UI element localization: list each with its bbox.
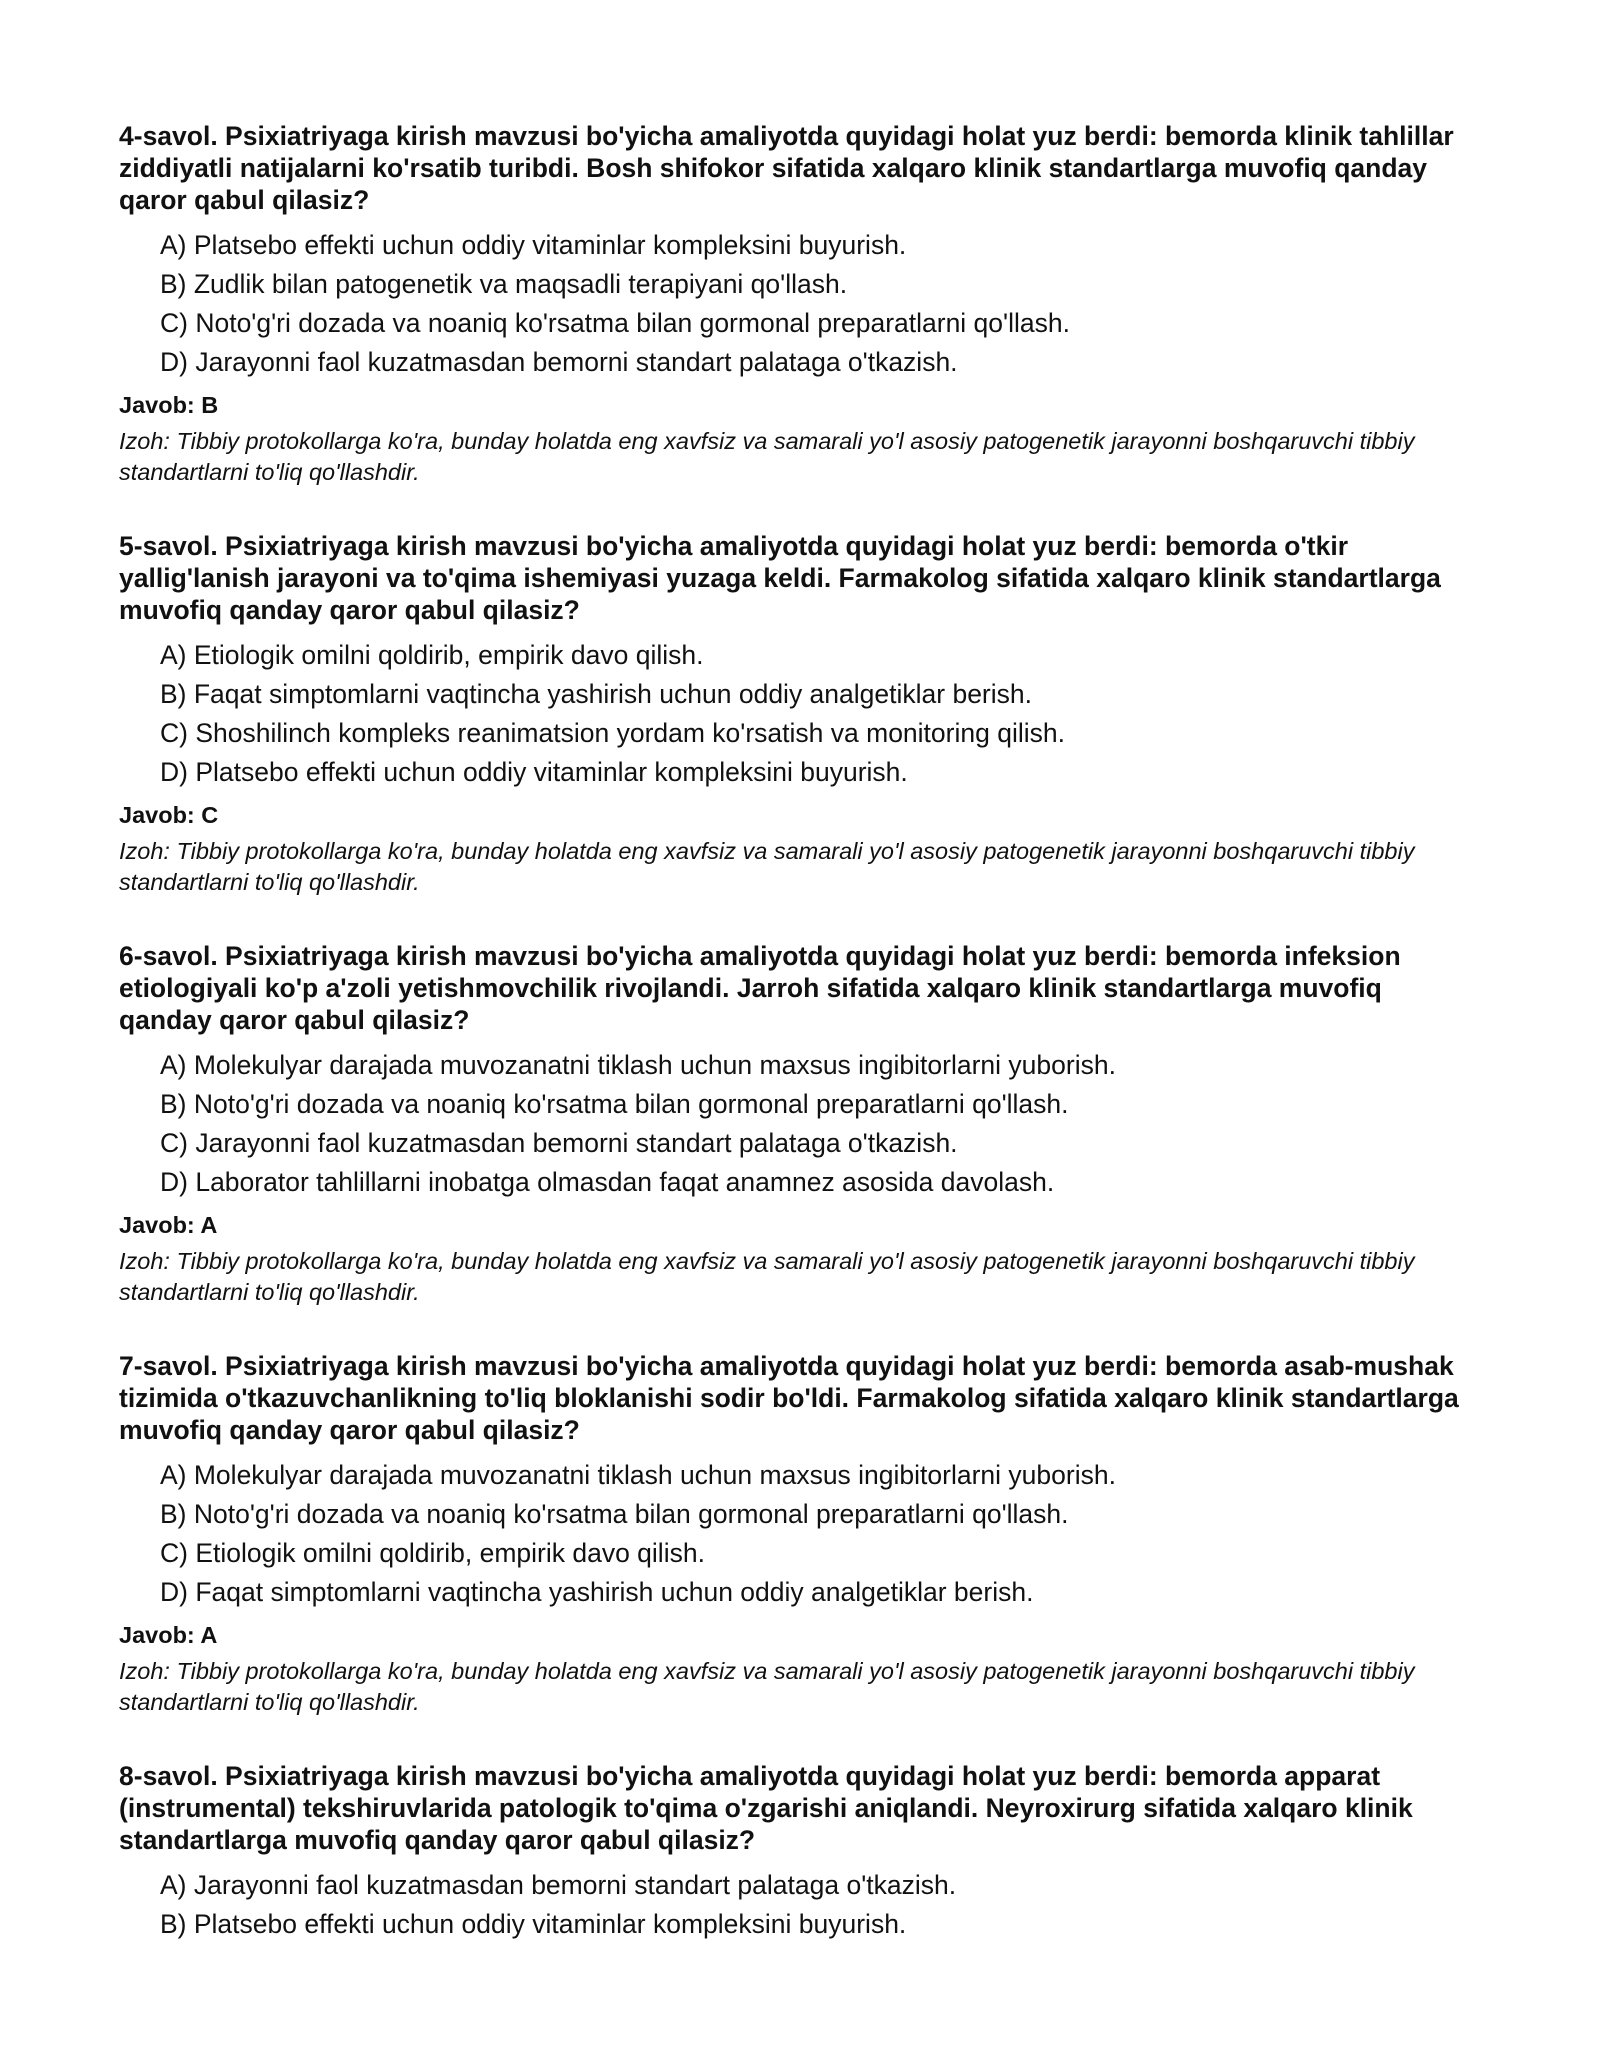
explanation-text: Izoh: Tibbiy protokollarga ko'ra, bunday holatda eng xavfsiz va samarali yo'l asosiy patogenetik jarayonni boshqaruvchi tibbiy standartlarni to'liq qo'llashdir. bbox=[119, 1248, 1415, 1305]
option-a: A) Etiologik omilni qoldirib, empirik davo qilish. bbox=[160, 640, 704, 670]
answer-label: Javob: B bbox=[119, 392, 219, 418]
answer-label: Javob: A bbox=[119, 1622, 218, 1648]
question-block bbox=[119, 1760, 1479, 1944]
options-list bbox=[119, 1456, 1479, 1612]
question-block bbox=[119, 530, 1479, 898]
option-a: A) Platsebo effekti uchun oddiy vitaminlar kompleksini buyurish. bbox=[160, 230, 907, 260]
option-b: B) Noto'g'ri dozada va noaniq ko'rsatma bilan gormonal preparatlarni qo'llash. bbox=[160, 1089, 1069, 1119]
option-d: D) Platsebo effekti uchun oddiy vitaminlar kompleksini buyurish. bbox=[160, 757, 908, 787]
answer-label: Javob: A bbox=[119, 1212, 218, 1238]
option-a: A) Molekulyar darajada muvozanatni tiklash uchun maxsus ingibitorlarni yuborish. bbox=[160, 1050, 1116, 1080]
question-text: 7-savol. Psixiatriyaga kirish mavzusi bo'yicha amaliyotda quyidagi holat yuz berdi: bemorda asab-mushak tizimida o'tkazuvchanlikning to'liq bloklanishi sodir bo'ldi. Farmakolog sifatida xalqaro klinik standartlarga muvofiq qanday qaror qabul qilasiz? bbox=[119, 1351, 1459, 1445]
option-b: B) Faqat simptomlarni vaqtincha yashirish uchun oddiy analgetiklar berish. bbox=[160, 679, 1032, 709]
option-a: A) Molekulyar darajada muvozanatni tiklash uchun maxsus ingibitorlarni yuborish. bbox=[160, 1460, 1116, 1490]
option-d: D) Laborator tahlillarni inobatga olmasdan faqat anamnez asosida davolash. bbox=[160, 1167, 1055, 1197]
question-text: 8-savol. Psixiatriyaga kirish mavzusi bo'yicha amaliyotda quyidagi holat yuz berdi: bemorda apparat (instrumental) tekshiruvlarida patologik to'qima o'zgarishi aniqlandi. Neyroxirurg sifatida xalqaro klinik standartlarga muvofiq qanday qaror qabul qilasiz? bbox=[119, 1761, 1413, 1855]
option-d: D) Jarayonni faol kuzatmasdan bemorni standart palataga o'tkazish. bbox=[160, 347, 958, 377]
document-page bbox=[119, 120, 1479, 1986]
option-a: A) Jarayonni faol kuzatmasdan bemorni standart palataga o'tkazish. bbox=[160, 1870, 957, 1900]
option-c: C) Shoshilinch kompleks reanimatsion yordam ko'rsatish va monitoring qilish. bbox=[160, 718, 1065, 748]
question-block bbox=[119, 940, 1479, 1308]
question-block bbox=[119, 120, 1479, 488]
options-list bbox=[119, 636, 1479, 792]
options-list bbox=[119, 1046, 1479, 1202]
options-list bbox=[119, 226, 1479, 382]
question-block bbox=[119, 1350, 1479, 1718]
option-c: C) Etiologik omilni qoldirib, empirik davo qilish. bbox=[160, 1538, 705, 1568]
options-list bbox=[119, 1866, 1479, 1944]
explanation-text: Izoh: Tibbiy protokollarga ko'ra, bunday holatda eng xavfsiz va samarali yo'l asosiy patogenetik jarayonni boshqaruvchi tibbiy standartlarni to'liq qo'llashdir. bbox=[119, 1658, 1415, 1715]
answer-label: Javob: C bbox=[119, 802, 219, 828]
option-b: B) Platsebo effekti uchun oddiy vitaminlar kompleksini buyurish. bbox=[160, 1909, 907, 1939]
option-b: B) Noto'g'ri dozada va noaniq ko'rsatma bilan gormonal preparatlarni qo'llash. bbox=[160, 1499, 1069, 1529]
option-b: B) Zudlik bilan patogenetik va maqsadli terapiyani qo'llash. bbox=[160, 269, 848, 299]
option-d: D) Faqat simptomlarni vaqtincha yashirish uchun oddiy analgetiklar berish. bbox=[160, 1577, 1034, 1607]
question-text: 6-savol. Psixiatriyaga kirish mavzusi bo'yicha amaliyotda quyidagi holat yuz berdi: bemorda infeksion etiologiyali ko'p a'zoli yetishmovchilik rivojlandi. Jarroh sifatida xalqaro klinik standartlarga muvofiq qanday qaror qabul qilasiz? bbox=[119, 941, 1401, 1035]
option-c: C) Jarayonni faol kuzatmasdan bemorni standart palataga o'tkazish. bbox=[160, 1128, 958, 1158]
question-text: 5-savol. Psixiatriyaga kirish mavzusi bo'yicha amaliyotda quyidagi holat yuz berdi: bemorda o'tkir yallig'lanish jarayoni va to'qima ishemiyasi yuzaga keldi. Farmakolog sifatida xalqaro klinik standartlarga muvofiq qanday qaror qabul qilasiz? bbox=[119, 531, 1441, 625]
option-c: C) Noto'g'ri dozada va noaniq ko'rsatma bilan gormonal preparatlarni qo'llash. bbox=[160, 308, 1070, 338]
question-text: 4-savol. Psixiatriyaga kirish mavzusi bo'yicha amaliyotda quyidagi holat yuz berdi: bemorda klinik tahlillar ziddiyatli natijalarni ko'rsatib turibdi. Bosh shifokor sifatida xalqaro klinik standartlarga muvofiq qanday qaror qabul qilasiz? bbox=[119, 121, 1454, 215]
explanation-text: Izoh: Tibbiy protokollarga ko'ra, bunday holatda eng xavfsiz va samarali yo'l asosiy patogenetik jarayonni boshqaruvchi tibbiy standartlarni to'liq qo'llashdir. bbox=[119, 428, 1415, 485]
explanation-text: Izoh: Tibbiy protokollarga ko'ra, bunday holatda eng xavfsiz va samarali yo'l asosiy patogenetik jarayonni boshqaruvchi tibbiy standartlarni to'liq qo'llashdir. bbox=[119, 838, 1415, 895]
